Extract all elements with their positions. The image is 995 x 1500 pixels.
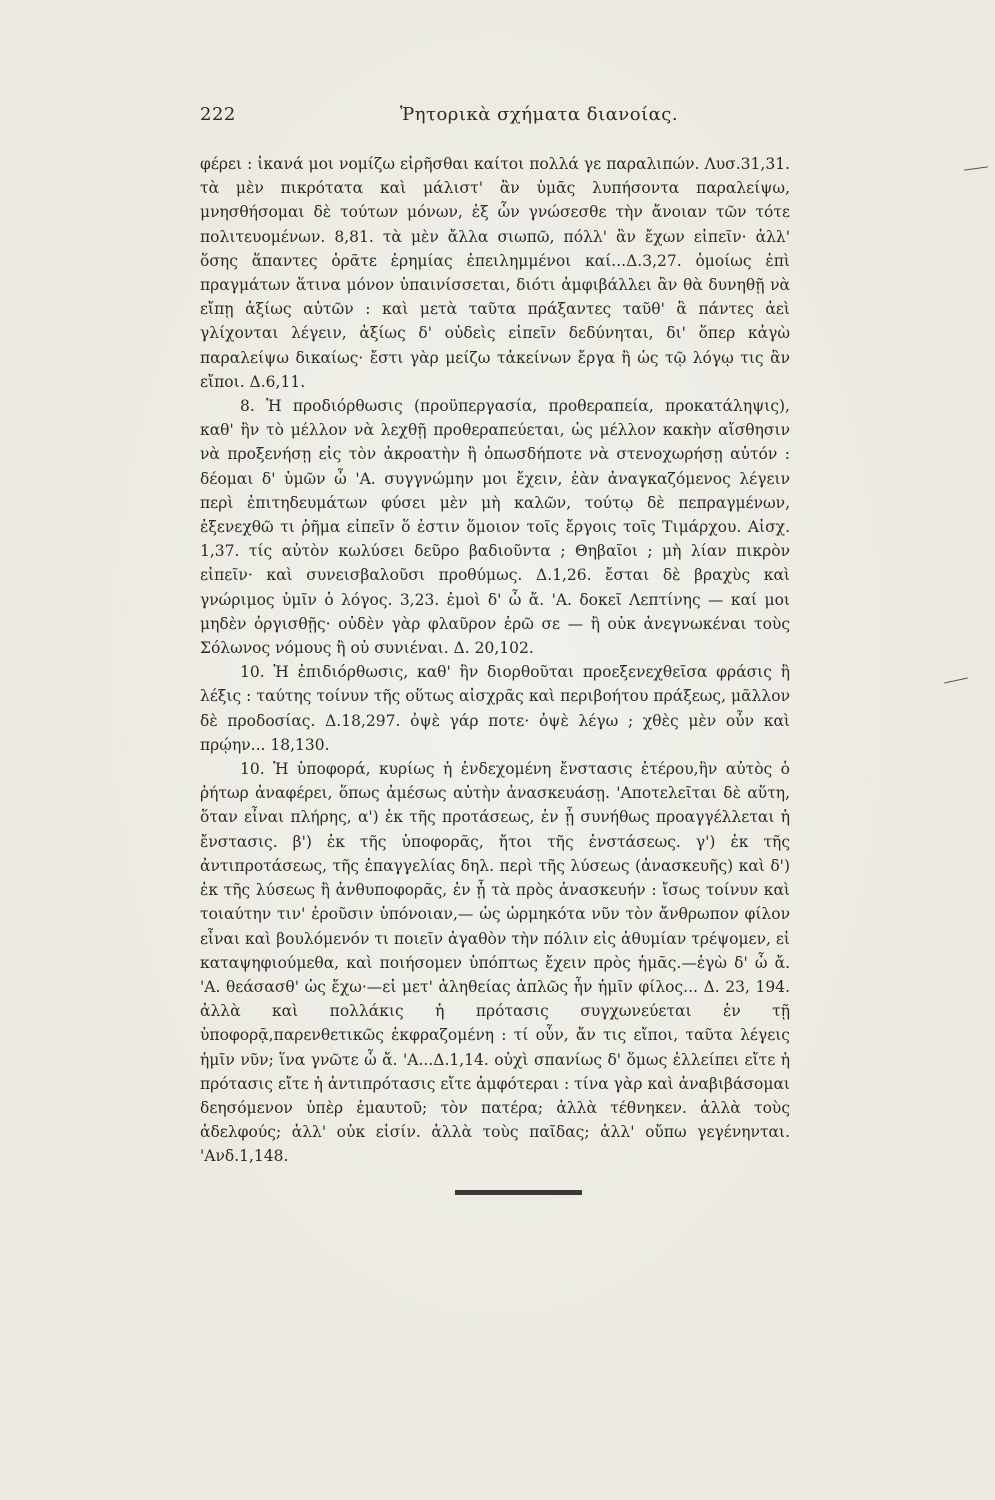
paragraph: 10. Ἡ ἐπιδιόρθωσις, καθ' ἣν διορθοῦται προεξενεχθεῖσα φράσις ἢ λέξις : ταύτης τοίνυν τῆς οὕτως αἰσχρᾶς καὶ περιβοήτου πράξεως, μᾶλλον δὲ προδοσίας. Δ.18,297. ὀψὲ γάρ ποτε· ὀψὲ λέγω ; χθὲς μὲν οὖν καὶ πρῴην... 18,130. [200,663,790,754]
paragraph: 10. Ἡ ὑποφορά, κυρίως ἡ ἐνδεχομένη ἔνστασις ἑτέρου,ἣν αὐτὸς ὁ ῥήτωρ ἀναφέρει, ὅπως ἀμέσως αὐτὴν ἀνασκευάσῃ. 'Αποτελεῖται δὲ αὕτη, ὅταν εἶναι πλήρης, α') ἐκ τῆς προτάσεως, ἐν ᾗ συνήθως προαγγέλλεται ἡ ἔνστασις. β') ἐκ τῆς ὑποφορᾶς, ἤτοι τῆς ἐνστάσεως. γ') ἐκ τῆς ἀντιπροτάσεως, τῆς ἐπαγγελίας δηλ. περὶ τῆς λύσεως (ἀνασκευῆς) καὶ δ') ἐκ τῆς λύσεως ἢ ἀνθυποφορᾶς, ἐν ᾗ τὰ πρὸς ἀνασκευήν : ἴσως τοίνυν καὶ τοιαύτην τιν' ἐροῦσιν ὑπόνοιαν,— ὡς ὡρμηκότα νῦν τὸν ἄνθρωπον φίλον εἶναι καὶ βουλόμενόν τι ποιεῖν ἀγαθὸν τὴν πόλιν εἰς ἀθυμίαν τρέψομεν, εἰ καταψηφιούμεθα, καὶ ποιήσομεν ὑπόπτως ἔχειν πρὸς ἡμᾶς.—ἐγὼ δ' ὦ ἄ. 'Α. θεάσασθ' ὡς ἔχω·—εἰ μετ' ἀληθείας ἁπλῶς ἦν ἡμῖν φίλος... Δ. 23, 194. ἀλλὰ καὶ πολλάκις ἡ πρότασις συγχωνεύεται ἐν τῇ ὑποφορᾷ,παρενθετικῶς ἐκφραζομένη : τί οὖν, ἄν τις εἴποι, ταῦτα λέγεις ἡμῖν νῦν; ἵνα γνῶτε ὦ ἄ. 'Α...Δ.1,14. οὐχὶ σπανίως δ' ὅμως ἐλλείπει εἴτε ἡ πρότασις εἴτε ἡ ἀντιπρότασις εἴτε ἀμφότεραι : τίνα γὰρ καὶ ἀναβιβάσομαι δεησόμενον ὑπὲρ ἐμαυτοῦ; τὸν πατέρα; ἀλλὰ τέθνηκεν. ἀλλὰ τοὺς ἀδελφούς; ἀλλ' οὐκ εἰσίν. ἀλλὰ τοὺς παῖδας; ἀλλ' οὔπω γεγένηνται. 'Ανδ.1,148. [200,760,790,1166]
margin-mark [944,678,968,684]
running-title: Ῥητορικὰ σχήματα διανοίας. [400,104,679,125]
end-rule [455,1190,582,1195]
paragraph: φέρει : ἱκανά μοι νομίζω εἰρῆσθαι καίτοι πολλά γε παραλιπών. Λυσ.31,31. τὰ μὲν πικρότατα καὶ μάλιστ' ἂν ὑμᾶς λυπήσοντα παραλείψω, μνησθήσομαι δὲ τούτων μόνων, ἐξ ὧν γνώσεσθε τὴν ἄνοιαν τῶν τότε πολιτευομένων. 8,81. τὰ μὲν ἄλλα σιωπῶ, πόλλ' ἂν ἔχων εἰπεῖν· ἀλλ' ὅσης ἅπαντες ὁρᾶτε ἐρημίας ἐπειλημμένοι καί...Δ.3,27. ὁμοίως ἐπὶ πραγμάτων ἅτινα μόνον ὑπαινίσσεται, διότι ἀμφιβάλλει ἂν θὰ δυνηθῇ νὰ εἴπῃ ἀξίως αὐτῶν : καὶ μετὰ ταῦτα πράξαντες ταῦθ' ἃ πάντες ἀεὶ γλίχονται λέγειν, ἀξίως δ' οὐδεὶς εἰπεῖν δεδύνηται, δι' ὅπερ κἀγὼ παραλείψω δικαίως· ἔστι γὰρ μείζω τἀκείνων ἔργα ἢ ὡς τῷ λόγῳ τις ἂν εἴποι. Δ.6,11. [200,155,790,391]
paragraph: 8. Ἡ προδιόρθωσις (προϋπεργασία, προθεραπεία, προκατάληψις), καθ' ἣν τὸ μέλλον νὰ λεχθῇ προθεραπεύεται, ὡς μέλλον κακὴν αἴσθησιν νὰ προξενήσῃ εἰς τὸν ἀκροατὴν ἢ ὁπωσδήποτε νὰ στενοχωρήσῃ αὐτόν : δέομαι δ' ὑμῶν ὦ 'Α. συγγνώμην μοι ἔχειν, ἐὰν ἀναγκαζόμενος λέγειν περὶ ἐπιτηδευμάτων φύσει μὲν μὴ καλῶν, τούτῳ δὲ πεπραγμένων, ἐξενεχθῶ τι ῥῆμα εἰπεῖν ὅ ἐστιν ὅμοιον τοῖς ἔργοις τοῖς Τιμάρχου. Αἰσχ. 1,37. τίς αὐτὸν κωλύσει δεῦρο βαδιοῦντα ; Θηβαῖοι ; μὴ λίαν πικρὸν εἰπεῖν· καὶ συνεισβαλοῦσι προθύμως. Δ.1,26. ἔσται δὲ βραχὺς καὶ γνώριμος ὑμῖν ὁ λόγος. 3,23. ἐμοὶ δ' ὦ ἄ. 'Α. δοκεῖ Λεπτίνης — καί μοι μηδὲν ὀργισθῇς· οὐδὲν γὰρ φλαῦρον ἐρῶ σε — ἢ οὐκ ἀνεγνωκέναι τοὺς Σόλωνος νόμους ἢ οὐ συνιέναι. Δ. 20,102. [200,397,790,658]
page-header [200,104,760,138]
page-number: 222 [200,104,236,125]
margin-mark [964,166,988,170]
body-text [200,152,790,1169]
